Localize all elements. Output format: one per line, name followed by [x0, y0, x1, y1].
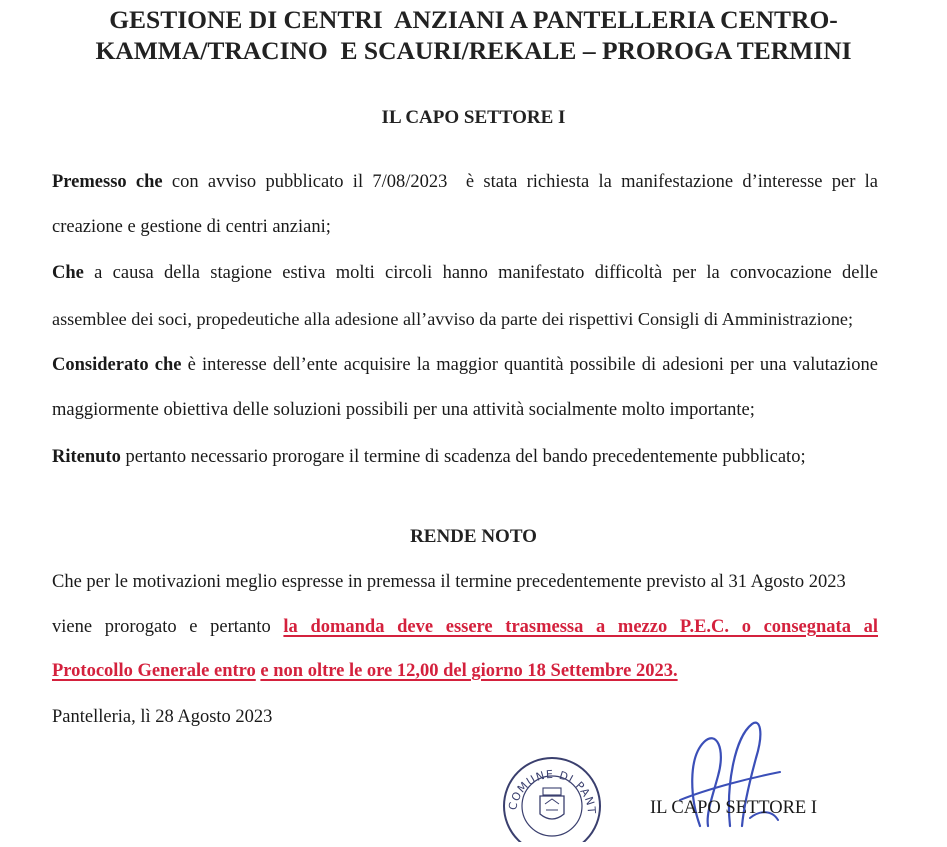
document-title — [30, 4, 917, 66]
ritenuto-lead: Ritenuto — [52, 447, 121, 467]
rende-noto-line-2 — [52, 616, 878, 638]
ritenuto-line-1 — [52, 446, 878, 468]
deadline-highlight-2: Protocollo Generale entro — [52, 661, 256, 681]
rende-noto-line-1: Che per le motivazioni meglio espresse in premessa il termine precedentemente previsto al 31 Agosto 2023 — [52, 572, 846, 592]
considerato-lead: Considerato che — [52, 355, 182, 375]
che-line-2: assemblee dei soci, propedeutiche alla adesione all’avviso da parte dei rispettivi Consigli di Amministrazione; — [52, 309, 854, 329]
seal-text: COMUNE DI PANT — [506, 767, 599, 816]
municipal-seal-icon — [500, 752, 604, 847]
considerato-text-1: è interesse dell’ente acquisire la maggior quantità possibile di adesioni per una valutazione — [181, 355, 878, 375]
che-line-1 — [52, 262, 878, 284]
ritenuto-text-1: pertanto necessario prorogare il termine di scadenza del bando precedentemente pubblicato; — [120, 447, 806, 467]
rende-noto-text-2: viene prorogato e pertanto — [52, 617, 284, 637]
premessa-line-2: creazione e gestione di centri anziani; — [52, 217, 331, 237]
rende-noto-line-3 — [52, 660, 878, 682]
premessa-lead: Premesso che — [52, 172, 163, 192]
rende-noto-heading: RENDE NOTO — [410, 526, 537, 547]
signer-title: IL CAPO SETTORE I — [650, 798, 818, 818]
premessa-text-1: con avviso pubblicato il 7/08/2023 è stata richiesta la manifestazione d’interesse per la — [162, 172, 878, 192]
place-date: Pantelleria, lì 28 Agosto 2023 — [52, 707, 273, 727]
title-line-2: KAMMA/TRACINO E SCAURI/REKALE – PROROGA TERMINI — [95, 36, 852, 65]
title-line-1: GESTIONE DI CENTRI ANZIANI A PANTELLERIA CENTRO- — [109, 5, 838, 34]
svg-text:COMUNE DI PANTELLERIA — [500, 752, 598, 815]
deadline-highlight-1: la domanda deve essere trasmessa a mezzo P.E.C. o consegnata al — [283, 617, 878, 637]
deadline-highlight-3: e non oltre le ore 12,00 del giorno 18 Settembre 2023. — [260, 661, 678, 681]
premessa-line-1 — [52, 171, 878, 193]
considerato-line-1 — [52, 354, 878, 376]
considerato-line-2: maggiormente obiettiva delle soluzioni possibili per una attività socialmente molto importante; — [52, 400, 755, 420]
che-text-1: a causa della stagione estiva molti circoli hanno manifestato difficoltà per la convocazione delle — [83, 263, 878, 283]
che-lead: Che — [52, 263, 84, 283]
authority-heading: IL CAPO SETTORE I — [381, 107, 566, 128]
